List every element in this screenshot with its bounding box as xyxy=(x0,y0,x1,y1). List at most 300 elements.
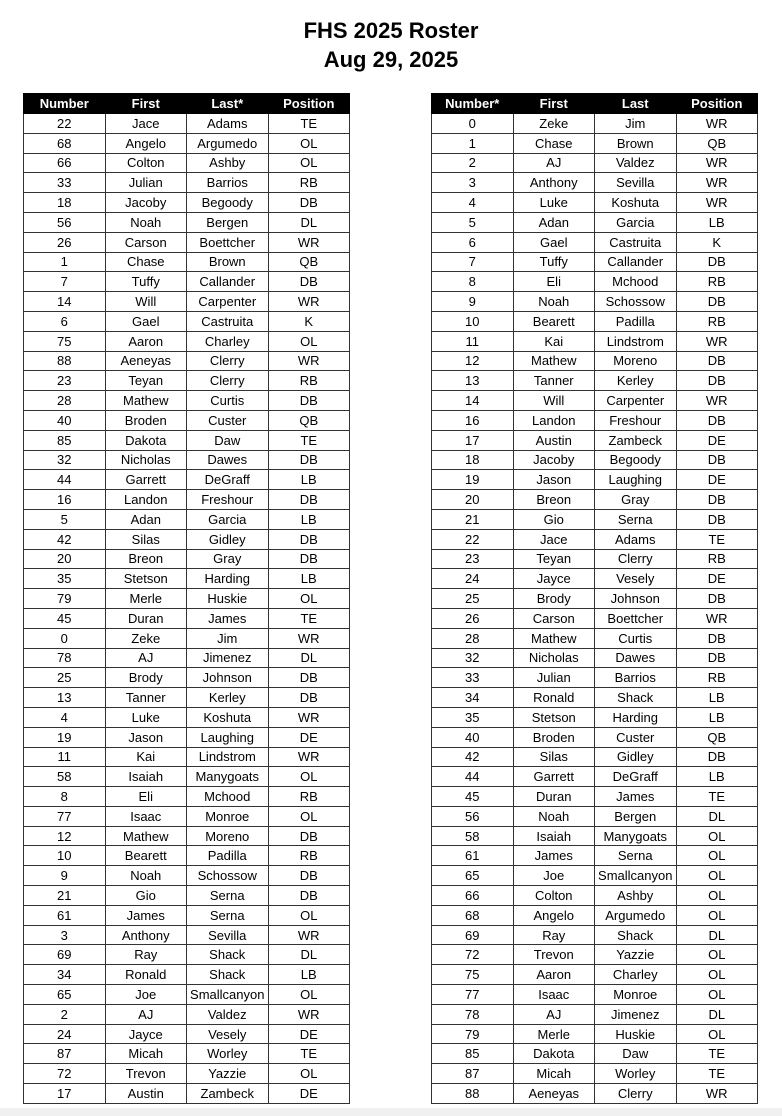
table-row xyxy=(432,747,758,767)
first-name-cell: Teyan xyxy=(513,549,595,569)
last-name-cell: Dawes xyxy=(187,450,269,470)
table-row xyxy=(432,509,758,529)
position-cell: DB xyxy=(268,668,350,688)
table-row xyxy=(24,450,350,470)
position-cell: OL xyxy=(268,589,350,609)
last-name-cell: Koshuta xyxy=(595,193,677,213)
last-name-cell: Gray xyxy=(187,549,269,569)
first-name-cell: Zeke xyxy=(105,628,187,648)
position-cell: OL xyxy=(268,133,350,153)
table-row xyxy=(432,410,758,430)
first-name-cell: Noah xyxy=(105,866,187,886)
number-cell: 35 xyxy=(24,569,106,589)
number-cell: 16 xyxy=(24,490,106,510)
first-name-cell: Merle xyxy=(105,589,187,609)
first-name-cell: Dakota xyxy=(105,430,187,450)
position-cell: DB xyxy=(676,252,758,272)
table-row xyxy=(432,945,758,965)
position-cell: OL xyxy=(268,767,350,787)
number-cell: 77 xyxy=(24,806,106,826)
first-name-cell: Aaron xyxy=(105,331,187,351)
first-name-cell: Eli xyxy=(513,272,595,292)
table-row xyxy=(432,272,758,292)
table-row xyxy=(432,985,758,1005)
table-row xyxy=(24,470,350,490)
table-row xyxy=(24,490,350,510)
first-name-cell: Jace xyxy=(513,529,595,549)
first-name-cell: Mathew xyxy=(105,826,187,846)
table-row xyxy=(432,1044,758,1064)
table-row xyxy=(432,549,758,569)
table-row xyxy=(24,727,350,747)
position-cell: QB xyxy=(268,410,350,430)
first-name-cell: Tanner xyxy=(105,688,187,708)
table-row xyxy=(432,311,758,331)
last-name-cell: Vesely xyxy=(595,569,677,589)
first-name-cell: Chase xyxy=(105,252,187,272)
last-name-cell: Laughing xyxy=(595,470,677,490)
number-cell: 2 xyxy=(432,153,514,173)
table-row xyxy=(432,569,758,589)
table-row xyxy=(432,846,758,866)
last-name-cell: Shack xyxy=(187,945,269,965)
last-name-cell: Clerry xyxy=(595,1084,677,1104)
last-name-cell: Charley xyxy=(187,331,269,351)
number-cell: 7 xyxy=(432,252,514,272)
position-cell: OL xyxy=(676,985,758,1005)
column-header-number: Number xyxy=(24,94,106,114)
first-name-cell: Nicholas xyxy=(105,450,187,470)
number-cell: 28 xyxy=(432,628,514,648)
first-name-cell: Adan xyxy=(513,212,595,232)
last-name-cell: Huskie xyxy=(187,589,269,609)
table-row xyxy=(432,1084,758,1104)
table-row xyxy=(432,866,758,886)
last-name-cell: Worley xyxy=(595,1064,677,1084)
number-cell: 14 xyxy=(432,391,514,411)
last-name-cell: Ashby xyxy=(187,153,269,173)
last-name-cell: James xyxy=(595,787,677,807)
last-name-cell: Padilla xyxy=(187,846,269,866)
number-cell: 79 xyxy=(24,589,106,609)
position-cell: WR xyxy=(676,173,758,193)
position-cell: OL xyxy=(268,331,350,351)
position-cell: OL xyxy=(268,1064,350,1084)
number-cell: 3 xyxy=(24,925,106,945)
position-cell: TE xyxy=(676,1064,758,1084)
position-cell: OL xyxy=(676,826,758,846)
last-name-cell: Smallcanyon xyxy=(595,866,677,886)
first-name-cell: Eli xyxy=(105,787,187,807)
number-cell: 65 xyxy=(24,985,106,1005)
last-name-cell: Johnson xyxy=(187,668,269,688)
table-row xyxy=(432,727,758,747)
position-cell: RB xyxy=(676,668,758,688)
position-cell: DL xyxy=(268,212,350,232)
last-name-cell: Adams xyxy=(595,529,677,549)
number-cell: 8 xyxy=(432,272,514,292)
first-name-cell: Will xyxy=(105,292,187,312)
number-cell: 66 xyxy=(432,886,514,906)
table-row xyxy=(24,549,350,569)
position-cell: WR xyxy=(268,232,350,252)
first-name-cell: Duran xyxy=(513,787,595,807)
table-row xyxy=(432,430,758,450)
table-row xyxy=(24,905,350,925)
number-cell: 3 xyxy=(432,173,514,193)
last-name-cell: Clerry xyxy=(595,549,677,569)
number-cell: 61 xyxy=(24,905,106,925)
number-cell: 21 xyxy=(24,886,106,906)
first-name-cell: Nicholas xyxy=(513,648,595,668)
first-name-cell: Stetson xyxy=(513,707,595,727)
table-row xyxy=(24,509,350,529)
last-name-cell: Argumedo xyxy=(595,905,677,925)
number-cell: 5 xyxy=(432,212,514,232)
table-row xyxy=(24,331,350,351)
page-title: FHS 2025 Roster xyxy=(303,18,479,43)
position-cell: TE xyxy=(268,608,350,628)
first-name-cell: Tanner xyxy=(513,371,595,391)
table-row xyxy=(432,470,758,490)
number-cell: 12 xyxy=(432,351,514,371)
last-name-cell: Daw xyxy=(595,1044,677,1064)
last-name-cell: Laughing xyxy=(187,727,269,747)
table-row xyxy=(24,589,350,609)
first-name-cell: Joe xyxy=(105,985,187,1005)
number-cell: 42 xyxy=(432,747,514,767)
first-name-cell: AJ xyxy=(513,153,595,173)
first-name-cell: Jason xyxy=(105,727,187,747)
first-name-cell: Mathew xyxy=(513,628,595,648)
number-cell: 44 xyxy=(24,470,106,490)
first-name-cell: Gio xyxy=(105,886,187,906)
first-name-cell: Broden xyxy=(105,410,187,430)
number-cell: 85 xyxy=(432,1044,514,1064)
table-row xyxy=(24,688,350,708)
first-name-cell: Teyan xyxy=(105,371,187,391)
table-row xyxy=(24,826,350,846)
position-cell: RB xyxy=(268,371,350,391)
table-row xyxy=(432,767,758,787)
last-name-cell: Curtis xyxy=(187,391,269,411)
number-cell: 2 xyxy=(24,1004,106,1024)
position-cell: DB xyxy=(676,589,758,609)
position-cell: DB xyxy=(268,826,350,846)
last-name-cell: Sevilla xyxy=(595,173,677,193)
position-cell: DL xyxy=(268,648,350,668)
last-name-cell: Clerry xyxy=(187,351,269,371)
first-name-cell: Trevon xyxy=(513,945,595,965)
position-cell: WR xyxy=(268,628,350,648)
first-name-cell: Isaiah xyxy=(513,826,595,846)
first-name-cell: Luke xyxy=(513,193,595,213)
last-name-cell: Jim xyxy=(187,628,269,648)
first-name-cell: Jason xyxy=(513,470,595,490)
number-cell: 23 xyxy=(432,549,514,569)
number-cell: 56 xyxy=(24,212,106,232)
first-name-cell: Carson xyxy=(513,608,595,628)
position-cell: RB xyxy=(268,173,350,193)
last-name-cell: Serna xyxy=(595,846,677,866)
table-row xyxy=(432,232,758,252)
last-name-cell: Carpenter xyxy=(187,292,269,312)
position-cell: WR xyxy=(268,747,350,767)
last-name-cell: Gidley xyxy=(595,747,677,767)
last-name-cell: Adams xyxy=(187,114,269,134)
last-name-cell: Padilla xyxy=(595,311,677,331)
number-cell: 23 xyxy=(24,371,106,391)
table-row xyxy=(24,747,350,767)
position-cell: OL xyxy=(676,1024,758,1044)
position-cell: LB xyxy=(676,767,758,787)
number-cell: 18 xyxy=(432,450,514,470)
table-row xyxy=(432,787,758,807)
first-name-cell: Jayce xyxy=(513,569,595,589)
position-cell: K xyxy=(268,311,350,331)
first-name-cell: Ronald xyxy=(105,965,187,985)
number-cell: 77 xyxy=(432,985,514,1005)
last-name-cell: Begoody xyxy=(187,193,269,213)
first-name-cell: Isaac xyxy=(105,806,187,826)
number-cell: 21 xyxy=(432,509,514,529)
first-name-cell: Ronald xyxy=(513,688,595,708)
last-name-cell: Kerley xyxy=(187,688,269,708)
table-row xyxy=(24,767,350,787)
position-cell: WR xyxy=(268,707,350,727)
number-cell: 66 xyxy=(24,153,106,173)
table-row xyxy=(432,886,758,906)
last-name-cell: Daw xyxy=(187,430,269,450)
page-bottom-edge xyxy=(0,1108,782,1116)
table-row xyxy=(24,133,350,153)
position-cell: DB xyxy=(676,351,758,371)
number-cell: 87 xyxy=(24,1044,106,1064)
roster-by-number-table xyxy=(431,93,758,1104)
last-name-cell: Freshour xyxy=(595,410,677,430)
first-name-cell: Anthony xyxy=(513,173,595,193)
position-cell: OL xyxy=(676,965,758,985)
first-name-cell: Angelo xyxy=(105,133,187,153)
position-cell: OL xyxy=(268,985,350,1005)
last-name-cell: Yazzie xyxy=(187,1064,269,1084)
position-cell: OL xyxy=(676,846,758,866)
column-header-position: Position xyxy=(676,94,758,114)
position-cell: OL xyxy=(676,905,758,925)
number-cell: 24 xyxy=(24,1024,106,1044)
table-row xyxy=(432,391,758,411)
last-name-cell: Mchood xyxy=(595,272,677,292)
last-name-cell: Garcia xyxy=(187,509,269,529)
table-row xyxy=(24,1084,350,1104)
number-cell: 78 xyxy=(432,1004,514,1024)
first-name-cell: Will xyxy=(513,391,595,411)
position-cell: TE xyxy=(676,1044,758,1064)
first-name-cell: Duran xyxy=(105,608,187,628)
last-name-cell: Koshuta xyxy=(187,707,269,727)
number-cell: 12 xyxy=(24,826,106,846)
position-cell: DB xyxy=(676,747,758,767)
position-cell: TE xyxy=(676,529,758,549)
last-name-cell: Monroe xyxy=(187,806,269,826)
number-cell: 17 xyxy=(24,1084,106,1104)
first-name-cell: Carson xyxy=(105,232,187,252)
roster-date: Aug 29, 2025 xyxy=(323,47,459,72)
number-cell: 1 xyxy=(24,252,106,272)
last-name-cell: Schossow xyxy=(187,866,269,886)
column-header-first-name: First xyxy=(513,94,595,114)
table-row xyxy=(432,114,758,134)
position-cell: OL xyxy=(676,886,758,906)
first-name-cell: Brody xyxy=(513,589,595,609)
last-name-cell: DeGraff xyxy=(595,767,677,787)
number-cell: 68 xyxy=(432,905,514,925)
table-row xyxy=(24,866,350,886)
last-name-cell: Johnson xyxy=(595,589,677,609)
position-cell: DB xyxy=(268,529,350,549)
table-row xyxy=(432,589,758,609)
first-name-cell: Adan xyxy=(105,509,187,529)
last-name-cell: Custer xyxy=(595,727,677,747)
table-row xyxy=(432,806,758,826)
number-cell: 14 xyxy=(24,292,106,312)
position-cell: LB xyxy=(268,569,350,589)
position-cell: LB xyxy=(268,470,350,490)
table-row xyxy=(24,292,350,312)
position-cell: DE xyxy=(676,470,758,490)
first-name-cell: James xyxy=(105,905,187,925)
position-cell: DB xyxy=(268,688,350,708)
position-cell: WR xyxy=(676,331,758,351)
position-cell: WR xyxy=(676,1084,758,1104)
position-cell: DL xyxy=(676,1004,758,1024)
number-cell: 19 xyxy=(24,727,106,747)
first-name-cell: Broden xyxy=(513,727,595,747)
number-cell: 17 xyxy=(432,430,514,450)
number-cell: 68 xyxy=(24,133,106,153)
position-cell: DB xyxy=(268,866,350,886)
table-row xyxy=(432,1004,758,1024)
first-name-cell: Isaac xyxy=(513,985,595,1005)
last-name-cell: Curtis xyxy=(595,628,677,648)
table-row xyxy=(432,688,758,708)
position-cell: K xyxy=(676,232,758,252)
position-cell: OL xyxy=(676,866,758,886)
number-cell: 20 xyxy=(24,549,106,569)
position-cell: WR xyxy=(676,153,758,173)
table-row xyxy=(432,529,758,549)
first-name-cell: Angelo xyxy=(513,905,595,925)
last-name-cell: Shack xyxy=(595,688,677,708)
number-cell: 11 xyxy=(432,331,514,351)
first-name-cell: Brody xyxy=(105,668,187,688)
table-header-row xyxy=(24,94,350,114)
number-cell: 26 xyxy=(24,232,106,252)
last-name-cell: Moreno xyxy=(595,351,677,371)
position-cell: WR xyxy=(676,193,758,213)
first-name-cell: Austin xyxy=(105,1084,187,1104)
roster-by-last-name-table xyxy=(23,93,350,1104)
first-name-cell: Joe xyxy=(513,866,595,886)
table-row xyxy=(24,114,350,134)
number-cell: 40 xyxy=(432,727,514,747)
table-row xyxy=(24,886,350,906)
first-name-cell: Aaron xyxy=(513,965,595,985)
number-cell: 79 xyxy=(432,1024,514,1044)
table-row xyxy=(432,1064,758,1084)
table-row xyxy=(24,806,350,826)
number-cell: 33 xyxy=(24,173,106,193)
position-cell: TE xyxy=(268,114,350,134)
first-name-cell: Jacoby xyxy=(105,193,187,213)
last-name-cell: Shack xyxy=(187,965,269,985)
last-name-cell: Dawes xyxy=(595,648,677,668)
table-row xyxy=(432,668,758,688)
table-row xyxy=(24,430,350,450)
position-cell: DB xyxy=(268,193,350,213)
number-cell: 22 xyxy=(24,114,106,134)
first-name-cell: Luke xyxy=(105,707,187,727)
table-row xyxy=(24,846,350,866)
first-name-cell: Anthony xyxy=(105,925,187,945)
number-cell: 45 xyxy=(24,608,106,628)
number-cell: 72 xyxy=(432,945,514,965)
table-row xyxy=(432,371,758,391)
table-row xyxy=(24,391,350,411)
number-cell: 0 xyxy=(432,114,514,134)
table-row xyxy=(432,252,758,272)
position-cell: TE xyxy=(268,430,350,450)
table-row xyxy=(432,292,758,312)
table-row xyxy=(24,1064,350,1084)
last-name-cell: Jimenez xyxy=(595,1004,677,1024)
last-name-cell: Boettcher xyxy=(187,232,269,252)
first-name-cell: Landon xyxy=(513,410,595,430)
position-cell: DB xyxy=(268,886,350,906)
table-row xyxy=(24,371,350,391)
table-row xyxy=(432,905,758,925)
number-cell: 78 xyxy=(24,648,106,668)
number-cell: 11 xyxy=(24,747,106,767)
position-cell: WR xyxy=(268,1004,350,1024)
first-name-cell: Landon xyxy=(105,490,187,510)
number-cell: 7 xyxy=(24,272,106,292)
first-name-cell: Noah xyxy=(513,292,595,312)
first-name-cell: Julian xyxy=(513,668,595,688)
first-name-cell: Kai xyxy=(513,331,595,351)
first-name-cell: Jayce xyxy=(105,1024,187,1044)
last-name-cell: Zambeck xyxy=(595,430,677,450)
number-cell: 58 xyxy=(24,767,106,787)
last-name-cell: Barrios xyxy=(187,173,269,193)
table-row xyxy=(24,153,350,173)
last-name-cell: Huskie xyxy=(595,1024,677,1044)
table-row xyxy=(432,608,758,628)
column-header-number: Number* xyxy=(432,94,514,114)
last-name-cell: Gray xyxy=(595,490,677,510)
first-name-cell: Jace xyxy=(105,114,187,134)
column-header-first-name: First xyxy=(105,94,187,114)
last-name-cell: Vesely xyxy=(187,1024,269,1044)
number-cell: 0 xyxy=(24,628,106,648)
number-cell: 56 xyxy=(432,806,514,826)
number-cell: 22 xyxy=(432,529,514,549)
table-row xyxy=(24,668,350,688)
column-header-position: Position xyxy=(268,94,350,114)
position-cell: OL xyxy=(268,806,350,826)
table-row xyxy=(24,925,350,945)
position-cell: LB xyxy=(676,212,758,232)
